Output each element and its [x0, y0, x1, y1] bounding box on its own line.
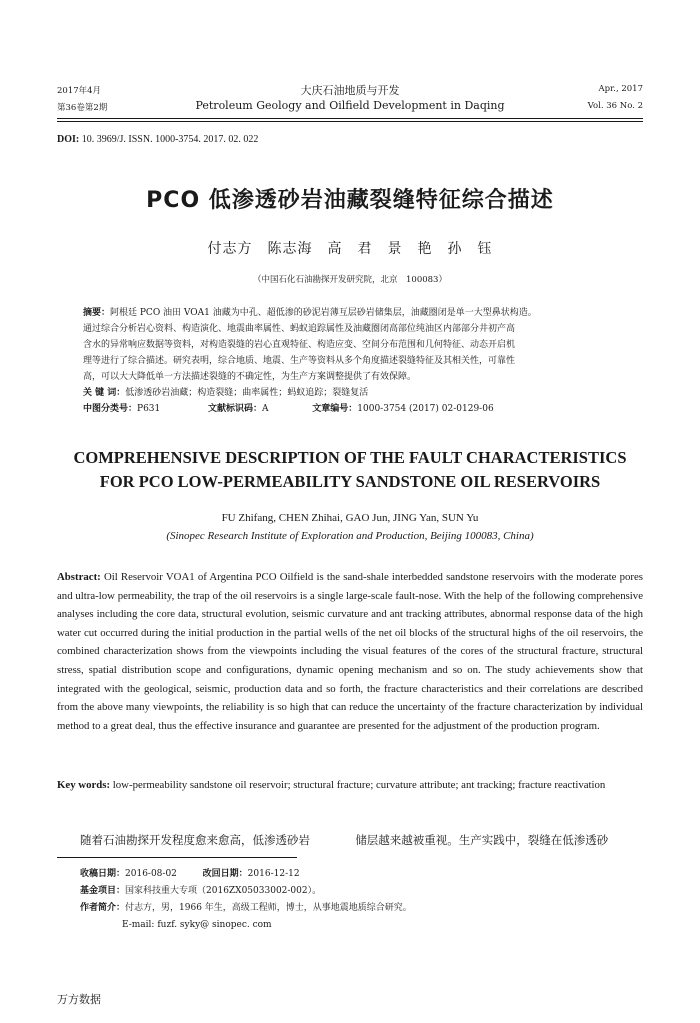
header-rule-thin [57, 121, 643, 122]
footnote-dates [80, 866, 620, 883]
page-title-cn: PCO 低渗透砂岩油藏裂缝特征综合描述 [146, 188, 554, 213]
fund-label: 基金项目： [80, 886, 126, 896]
authors-en: FU Zhifang, CHEN Zhihai, GAO Jun, JING Yan, SUN Yu [221, 512, 479, 524]
abstract-cn-line-4: 理等进行了综合描述。研究表明，综合地质、地震、生产等资料从多个角度描述裂缝特征及其相关性，可靠性 [83, 356, 516, 366]
keywords-cn [83, 385, 623, 401]
author-bio-label: 作者简介： [80, 903, 126, 913]
abstract-cn-text: 阿根廷 PCO 油田 VOA1 油藏为中孔、超低渗的砂泥岩薄互层砂岩储集层，油藏圈闭是单一大型鼻状构造。 [110, 308, 537, 318]
fund-value: 国家科技重大专项（2016ZX05033002-002）。 [125, 886, 322, 896]
title-en-line-1: COMPREHENSIVE DESCRIPTION OF THE FAULT CHARACTERISTICS [73, 448, 627, 467]
abstract-cn-label: 摘要： [83, 308, 111, 318]
header-date-en: Apr., 2017 [598, 84, 643, 94]
doi [57, 134, 258, 145]
footnote-author [80, 900, 620, 917]
footnote-email: E-mail: fuzf. syky@ sinopec. com [122, 920, 272, 930]
abstract-cn-line-1 [83, 305, 623, 321]
affiliation-en: (Sinopec Research Institute of Exploration and Production, Beijing 100083, China) [166, 530, 534, 542]
abstract-en [57, 568, 643, 735]
doi-value: 10. 3969/J. ISSN. 1000-3754. 2017. 02. 022 [81, 134, 259, 145]
abstract-cn-line-5: 高，可以大大降低单一方法描述裂缝的不确定性，为生产方案调整提供了有效保障。 [83, 372, 417, 382]
keywords-en [57, 776, 643, 795]
clc-label: 中图分类号： [83, 404, 138, 414]
footnotes [80, 866, 620, 934]
footnote-rule [57, 857, 297, 858]
title-en-line-2: FOR PCO LOW-PERMEABILITY SANDSTONE OIL RESERVOIRS [99, 472, 601, 491]
watermark-text: 万方数据 [57, 993, 101, 1006]
article-no-value: 1000-3754 (2017) 02-0129-06 [357, 404, 494, 414]
body-right-column: 储层越来越被重视。生产实践中，裂缝在低渗透砂 [355, 833, 609, 847]
received-date: 2016-08-02 [125, 869, 177, 879]
journal-title-en: Petroleum Geology and Oilfield Development in Daqing [195, 99, 505, 112]
doc-code-label: 文献标识码： [208, 404, 263, 414]
clc-value: P631 [137, 404, 161, 414]
body-text-first-line [80, 832, 650, 848]
header-date: 2017年4月 [57, 86, 102, 96]
affiliation-cn: （中国石化石油勘探开发研究院，北京 100083） [253, 275, 447, 285]
keywords-en-text: low-permeability sandstone oil reservoir; structural fracture; curvature attribute; ant tracking; fracture reactivation [112, 779, 606, 791]
article-no-label: 文章编号： [312, 404, 358, 414]
revised-label: 改回日期： [202, 869, 248, 879]
header-rule [57, 118, 643, 119]
footnote-fund [80, 883, 620, 900]
doc-code-value: A [262, 404, 269, 414]
abstract-cn [83, 305, 623, 417]
authors-cn: 付志方 陈志海 高 君 景 艳 孙 钰 [207, 241, 493, 257]
keywords-cn-value: 低渗透砂岩油藏；构造裂缝；曲率属性；蚂蚁追踪；裂缝复活 [125, 388, 369, 398]
abstract-cn-line-3: 含水的异常响应数据等资料，对构造裂缝的岩心直观特征、构造应变、空间分布范围和几何特征、动态开启机 [83, 340, 516, 350]
header-volume: 第36卷第2期 [57, 103, 108, 113]
abstract-en-text: Oil Reservoir VOA1 of Argentina PCO Oilfield is the sand-shale interbedded sandstone reservoirs with the moderate pores and ultra-low permeability, the trap of the oil reservoirs is a single large-scale fault-nose. With the help of the following comprehensive analyses including the core data, structural evolution, seismic curvature and ant tracking attributes, abnormal response data of the high water cut occurred during the initial production in the partial wells of the net oil blocks of the structural highs of the oil reservoirs, the combined characterization shows from the viewpoints including the visual features of the cores of the structural fracture, structural stress, spatial distribution scope and configurations, dynamic opening mechanism and so on. The study achievements show that integrated with the geological, seismic, production data and so forth, the fracture characteristics and their correlations are described from the above many viewpoints, the reliability is so high that can reduce the uncertainty of the fracture characterization by individual method to a great deal, thus the effective insurance and guarantee are presented for the adjustment of the production program. [57, 571, 643, 732]
page-title-en [0, 446, 700, 494]
body-left-column: 随着石油勘探开发程度愈来愈高，低渗透砂岩 [80, 833, 310, 847]
classification-row [83, 401, 623, 417]
header-volume-en: Vol. 36 No. 2 [587, 101, 643, 111]
doi-label: DOI: [57, 134, 80, 145]
keywords-cn-label: 关 键 词： [83, 388, 126, 398]
keywords-en-label: Key words: [57, 779, 111, 791]
journal-title-cn: 大庆石油地质与开发 [300, 84, 400, 97]
abstract-en-label: Abstract: [57, 571, 101, 583]
received-label: 收稿日期： [80, 869, 126, 879]
revised-date: 2016-12-12 [247, 869, 300, 879]
abstract-cn-line-2: 通过综合分析岩心资料、构造演化、地震曲率属性、蚂蚁追踪属性及油藏圈闭高部位纯油区内部部分井初产高 [83, 324, 516, 334]
author-bio: 付志方，男，1966 年生，高级工程师，博士，从事地震地质综合研究。 [125, 903, 412, 913]
